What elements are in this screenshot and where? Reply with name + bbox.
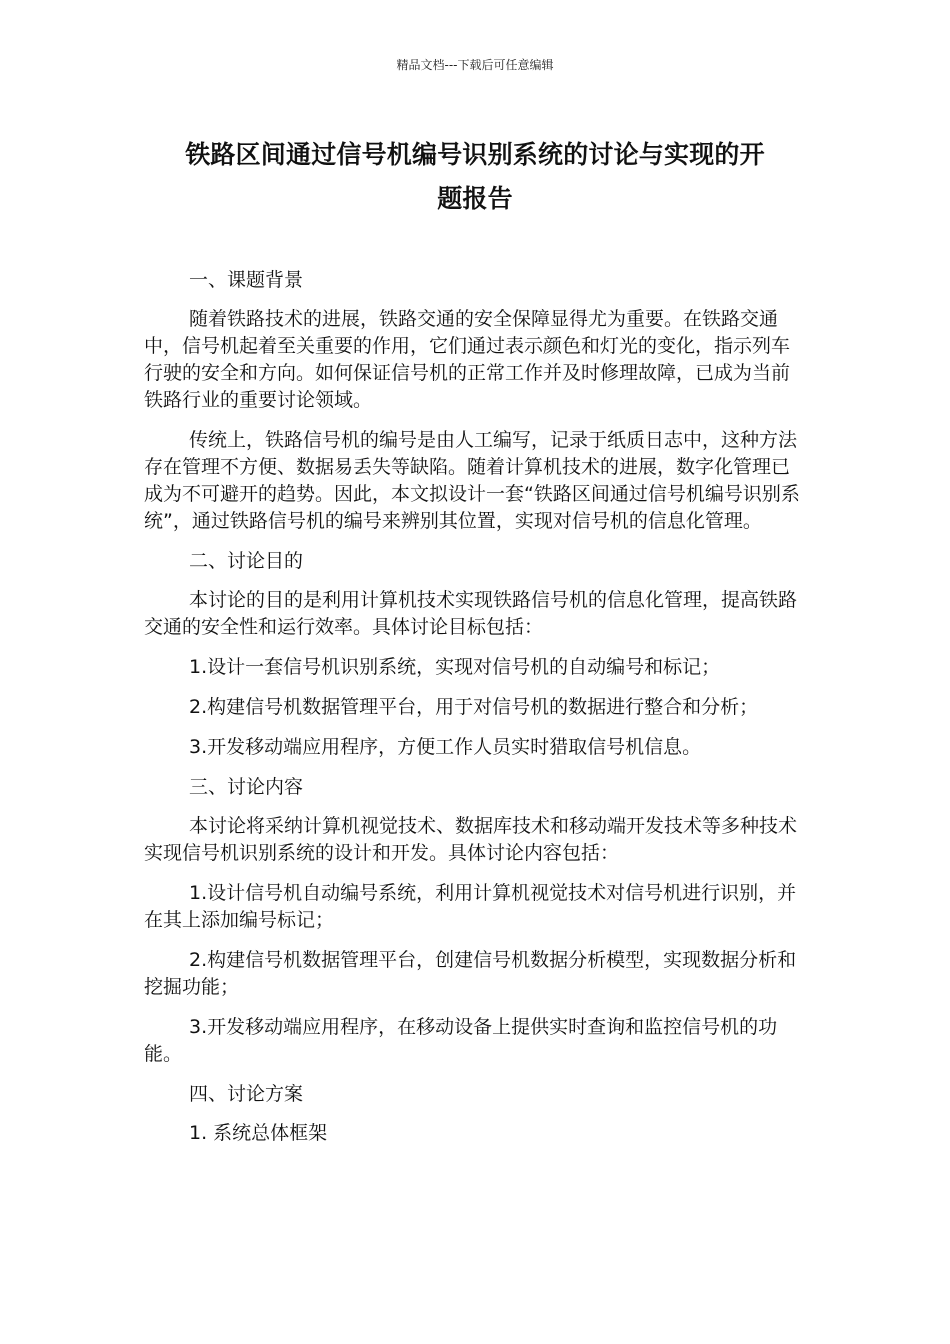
paragraph: 本讨论将采纳计算机视觉技术、数据库技术和移动端开发技术等多种技术实现信号机识别系统的设计和开发。具体讨论内容包括： (144, 815, 798, 864)
list-item: 3.开发移动端应用程序，在移动设备上提供实时查询和监控信号机的功能。 (144, 1016, 778, 1065)
list-item: 2.构建信号机数据管理平台，用于对信号机的数据进行整合和分析； (189, 696, 759, 718)
list-item: 1. 系统总体框架 (189, 1122, 328, 1144)
paragraph: 传统上，铁路信号机的编号是由人工编写，记录于纸质日志中，这种方法存在管理不方便、数据易丢失等缺陷。随着计算机技术的进展，数字化管理已成为不可避开的趋势。因此，本文拟设计一套“铁路区间通过信号机编号识别系统”，通过铁路信号机的编号来辨别其位置，实现对信号机的信息化管理。 (144, 429, 800, 532)
document-title-line-2: 题报告 (437, 184, 513, 213)
paragraph: 本讨论的目的是利用计算机技术实现铁路信号机的信息化管理，提高铁路交通的安全性和运行效率。具体讨论目标包括： (144, 589, 798, 638)
section-heading-content: 三、讨论内容 (189, 776, 304, 798)
document-body (144, 267, 804, 1160)
paragraph: 随着铁路技术的进展，铁路交通的安全保障显得尤为重要。在铁路交通中，信号机起着至关重要的作用，它们通过表示颜色和灯光的变化，指示列车行驶的安全和方向。如何保证信号机的正常工作并及时修理故障，已成为当前铁路行业的重要讨论领域。 (144, 308, 791, 411)
document-title-line-1: 铁路区间通过信号机编号识别系统的讨论与实现的开 (185, 140, 765, 169)
section-heading-background: 一、课题背景 (189, 269, 304, 291)
list-item: 1.设计一套信号机识别系统，实现对信号机的自动编号和标记； (189, 656, 721, 678)
document-title (130, 133, 820, 221)
section-heading-purpose: 二、讨论目的 (189, 550, 304, 572)
list-item: 2.构建信号机数据管理平台，创建信号机数据分析模型，实现数据分析和挖掘功能； (144, 949, 797, 998)
section-heading-plan: 四、讨论方案 (189, 1083, 304, 1105)
page-header-watermark: 精品文档---下载后可任意编辑 (396, 58, 554, 72)
list-item: 3.开发移动端应用程序，方便工作人员实时猎取信号机信息。 (189, 736, 702, 758)
list-item: 1.设计信号机自动编号系统，利用计算机视觉技术对信号机进行识别，并在其上添加编号标记； (144, 882, 797, 931)
